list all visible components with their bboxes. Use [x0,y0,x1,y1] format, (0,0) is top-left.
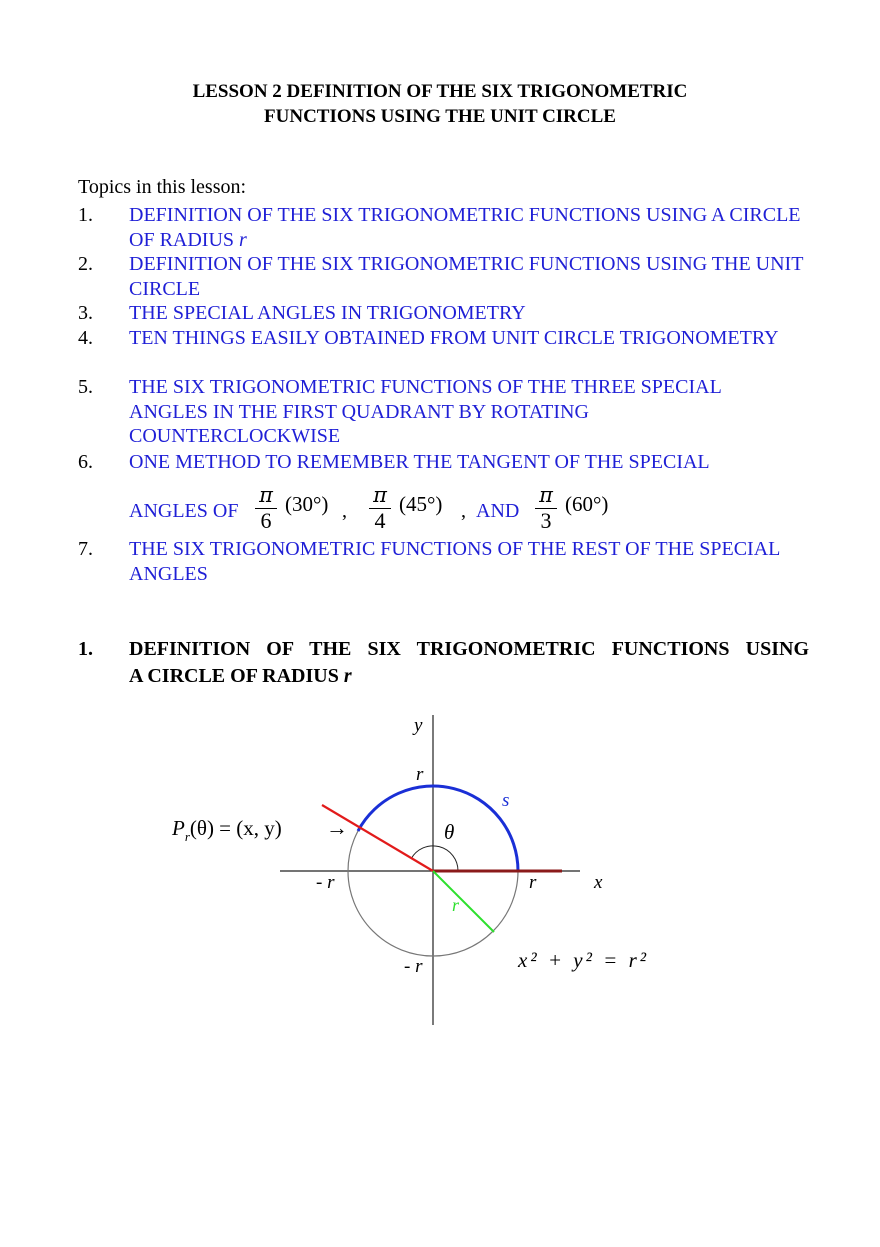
topic-text: THE SIX TRIGONOMETRIC FUNCTIONS OF THE REST OF THE SPECIAL ANGLES [129,538,780,585]
fraction-pi-over-4: π 4 [369,484,391,532]
topic-number: 2. [78,253,93,275]
section-number: 1. [78,638,93,660]
topic-number: 5. [78,376,93,398]
topic-number: 6. [78,451,93,473]
degree-60: (60°) [565,492,609,516]
comma: , [342,500,347,522]
topic-number: 7. [78,538,93,560]
y-axis-label: y [414,715,423,736]
topic-number: 1. [78,204,93,226]
r-label-right: r [529,872,537,893]
angles-of-label: ANGLES OF [129,500,239,522]
degree-45: (45°) [399,492,443,516]
theta-angle-arc [411,846,458,871]
x-axis-label: x [594,872,603,893]
theta-label: θ [444,820,455,844]
section-title-line2: A CIRCLE OF RADIUS r [129,665,352,687]
point-arrow: → [326,815,348,840]
topic-text: TEN THINGS EASILY OBTAINED FROM UNIT CIRCLE TRIGONOMETRY [129,327,779,349]
circle-equation: x² + y² = r² [518,948,650,972]
topic-text: ONE METHOD TO REMEMBER THE TANGENT OF THE SPECIAL [129,451,710,473]
topic-text: DEFINITION OF THE SIX TRIGONOMETRIC FUNCTIONS USING A CIRCLE OF RADIUS r [129,204,801,251]
topic-text: THE SIX TRIGONOMETRIC FUNCTIONS OF THE THREE SPECIAL ANGLES IN THE FIRST QUADRANT BY ROTATING COUNTERCLOCKWISE [129,376,722,447]
section-title: DEFINITION OF THE SIX TRIGONOMETRIC FUNCTIONS USING [129,638,809,660]
lesson-title-line2: FUNCTIONS USING THE UNIT CIRCLE [264,106,616,127]
arc-s [358,786,518,871]
topic-number: 3. [78,302,93,324]
degree-30: (30°) [285,492,329,516]
topic-number: 4. [78,327,93,349]
topic-text: THE SPECIAL ANGLES IN TRIGONOMETRY [129,302,526,324]
neg-r-label-bottom: - r [404,956,423,977]
comma: , [461,500,466,522]
radius-line [433,871,494,932]
fraction-pi-over-6: π 6 [255,484,277,532]
neg-r-label-left: - r [316,872,335,893]
lesson-title-line1: LESSON 2 DEFINITION OF THE SIX TRIGONOMETRIC [192,81,688,102]
topic-text: DEFINITION OF THE SIX TRIGONOMETRIC FUNCTIONS USING THE UNIT CIRCLE [129,253,804,300]
topics-intro: Topics in this lesson: [78,176,247,198]
fraction-pi-over-3: π 3 [535,484,557,532]
radius-label: r [452,895,460,915]
arc-s-label: s [502,790,510,811]
point-label: $P_r(\theta) = (x$, y) [172,816,282,844]
r-label-top: r [416,764,424,785]
and-label: AND [476,500,520,522]
circle-of-radius-r-diagram [0,700,880,1040]
